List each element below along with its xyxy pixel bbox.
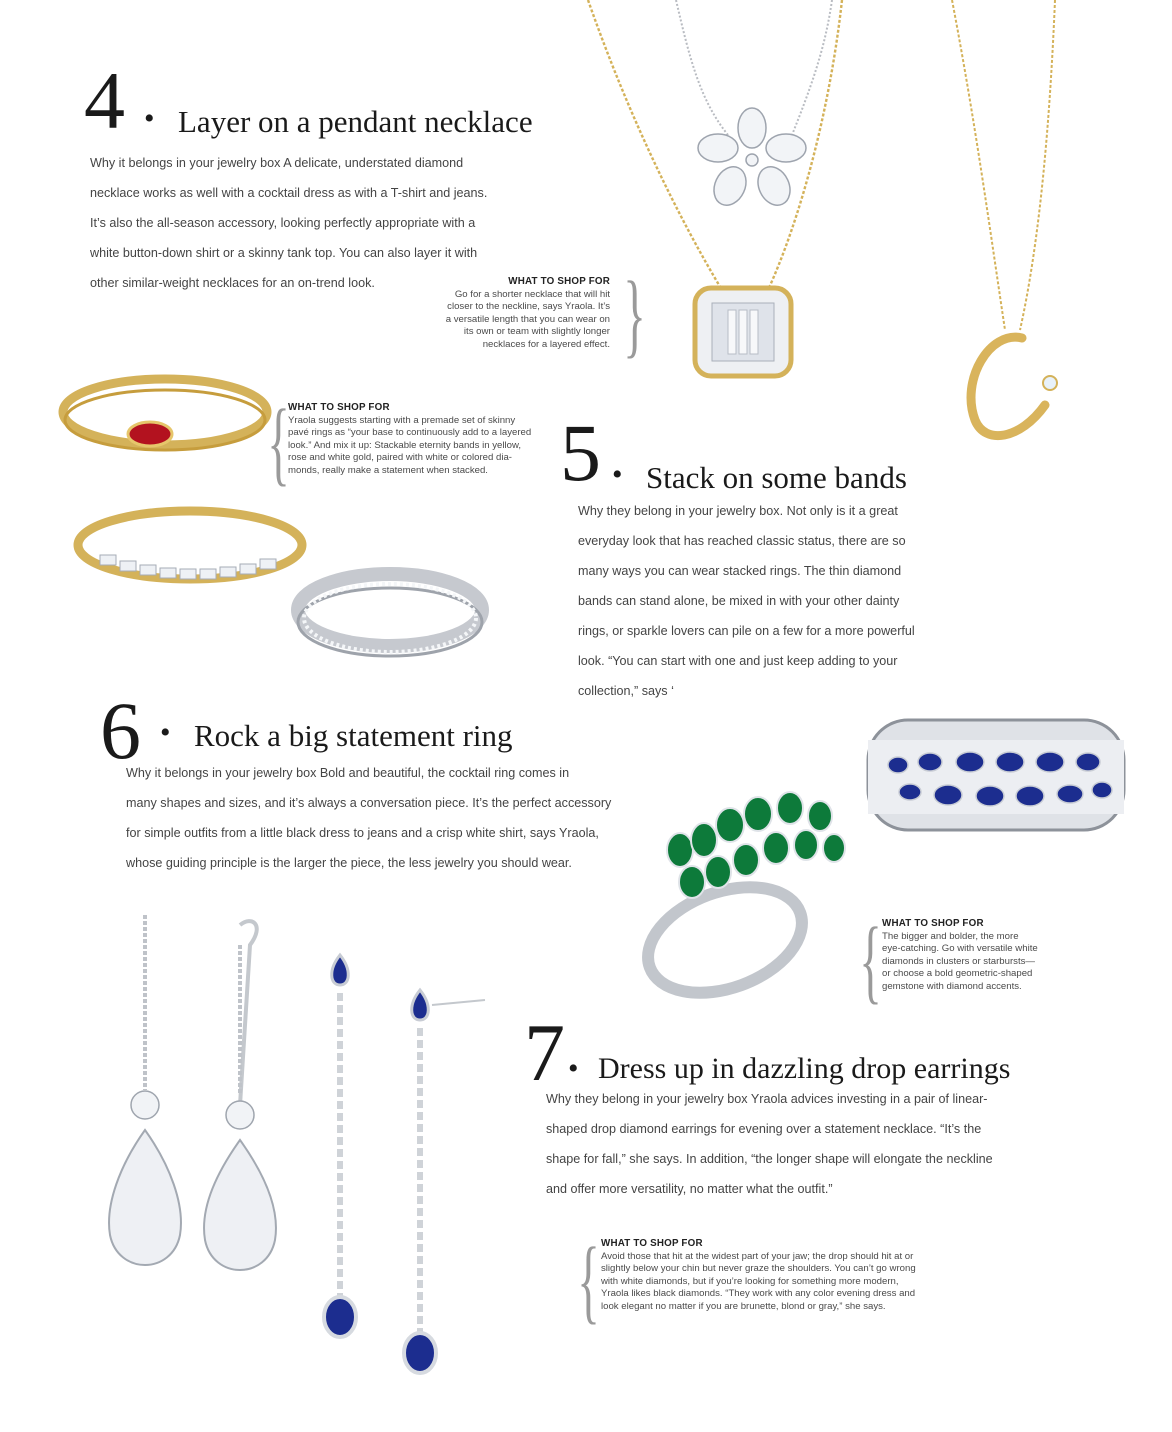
body-line: for simple outfits from a little black dress to jeans and a crisp white shirt, says Yraola, bbox=[126, 826, 599, 840]
section-6-number: 6 bbox=[100, 685, 141, 776]
section-5-title: Stack on some bands bbox=[646, 460, 907, 495]
tip-line: Avoid those that hit at the widest part of your jaw; the drop should hit at or bbox=[601, 1250, 914, 1262]
section-7-title: Dress up in dazzling drop earrings bbox=[598, 1052, 1011, 1085]
tip-line: pavé rings as “your base to continuously add to a layered bbox=[288, 427, 532, 439]
section-5-dot: • bbox=[612, 458, 623, 491]
body-line: Why it belongs in your jewelry box Bold and beautiful, the cocktail ring comes in bbox=[126, 766, 570, 780]
tip-line: monds, really make a statement when stacked. bbox=[288, 464, 488, 476]
body-line: collection,” says ‘ bbox=[578, 684, 674, 698]
section-7-body bbox=[546, 1084, 1046, 1204]
earring-illustrations bbox=[90, 905, 490, 1425]
body-line: Why they belong in your jewelry box. Not only is it a great bbox=[578, 504, 898, 518]
tip-heading: WHAT TO SHOP FOR bbox=[882, 918, 984, 929]
section-4-dot: • bbox=[144, 102, 155, 135]
tip-brace: { bbox=[577, 1229, 600, 1333]
section-4-tip bbox=[400, 276, 610, 352]
tip-brace: { bbox=[267, 391, 290, 495]
body-line: white button-down shirt or a skinny tank top. You can also layer it with bbox=[90, 246, 478, 260]
tip-line: eye-catching. Go with versatile white bbox=[882, 943, 1038, 955]
tip-line: Go for a shorter necklace that will hit bbox=[454, 288, 610, 300]
body-line: many shapes and sizes, and it’s always a conversation piece. It’s the perfect accessory bbox=[126, 796, 612, 810]
body-line: bands can stand alone, be mixed in with your other dainty bbox=[578, 594, 900, 608]
section-6-body bbox=[126, 758, 646, 878]
tip-line: closer to the neckline, says Yraola. It’s bbox=[447, 301, 610, 313]
tip-line: gemstone with diamond accents. bbox=[882, 980, 1022, 992]
section-4-title: Layer on a pendant necklace bbox=[178, 104, 533, 139]
tip-line: Yraola suggests starting with a premade set of skinny bbox=[288, 414, 516, 426]
body-line: shape for fall,” she says. In addition, “the longer shape will elongate the neckline bbox=[546, 1152, 993, 1166]
tip-heading: WHAT TO SHOP FOR bbox=[508, 276, 610, 287]
section-6-tip bbox=[882, 918, 1072, 994]
tip-heading: WHAT TO SHOP FOR bbox=[288, 402, 390, 413]
section-7-tip bbox=[601, 1238, 981, 1314]
tip-heading: WHAT TO SHOP FOR bbox=[601, 1238, 703, 1249]
body-line: Why they belong in your jewelry box Yraola advices investing in a pair of linear- bbox=[546, 1092, 988, 1106]
body-line: everyday look that has reached classic status, there are so bbox=[578, 534, 906, 548]
tip-line: its own or team with slightly longer bbox=[463, 326, 610, 338]
tip-line: rose and white gold, paired with white or colored dia- bbox=[288, 452, 512, 464]
section-6-dot: • bbox=[160, 716, 171, 749]
body-line: look. “You can start with one and just keep adding to your bbox=[578, 654, 898, 668]
tip-brace: { bbox=[859, 909, 882, 1013]
body-line: rings, or sparkle lovers can pile on a few for a more powerful bbox=[578, 624, 915, 638]
body-line: many ways you can wear stacked rings. The thin diamond bbox=[578, 564, 902, 578]
section-5-number: 5 bbox=[560, 407, 601, 498]
tip-line: or choose a bold geometric-shaped bbox=[882, 968, 1033, 980]
tip-brace: } bbox=[623, 263, 646, 367]
tip-line: look.” And mix it up: Stackable eternity bands in yellow, bbox=[288, 439, 522, 451]
section-7-dot: • bbox=[568, 1052, 579, 1085]
tip-line: slightly below your chin but never graze the shoulders. You can’t go wrong bbox=[601, 1263, 916, 1275]
body-line: shaped drop diamond earrings for evening over a statement necklace. “It’s the bbox=[546, 1122, 982, 1136]
section-4-number: 4 bbox=[84, 55, 125, 146]
section-5-tip bbox=[288, 402, 558, 478]
section-6-title: Rock a big statement ring bbox=[194, 718, 513, 753]
tip-line: look elegant no matter if you are brunette, blond or gray,” she says. bbox=[601, 1300, 886, 1312]
tip-line: Yraola likes black diamonds. “They work with any color evening dress and bbox=[601, 1288, 916, 1300]
body-line: whose guiding principle is the larger the piece, the less jewelry you should wear. bbox=[126, 856, 572, 870]
body-line: other similar-weight necklaces for an on-trend look. bbox=[90, 276, 375, 290]
tip-line: a versatile length that you can wear on bbox=[445, 313, 610, 325]
body-line: and offer more versatility, no matter what the outfit.” bbox=[546, 1182, 833, 1196]
tip-line: diamonds in clusters or starbursts— bbox=[882, 955, 1036, 967]
body-line: necklace works as well with a cocktail dress as with a T-shirt and jeans. bbox=[90, 186, 488, 200]
body-line: Why it belongs in your jewelry box A delicate, understated diamond bbox=[90, 156, 464, 170]
section-5-body bbox=[578, 496, 958, 706]
section-7-number: 7 bbox=[524, 1007, 565, 1098]
tip-line: necklaces for a layered effect. bbox=[482, 338, 610, 350]
body-line: It’s also the all-season accessory, looking perfectly appropriate with a bbox=[90, 216, 476, 230]
tip-line: The bigger and bolder, the more bbox=[882, 930, 1019, 942]
tip-line: with white diamonds, but if you’re looking for something more modern, bbox=[601, 1275, 899, 1287]
